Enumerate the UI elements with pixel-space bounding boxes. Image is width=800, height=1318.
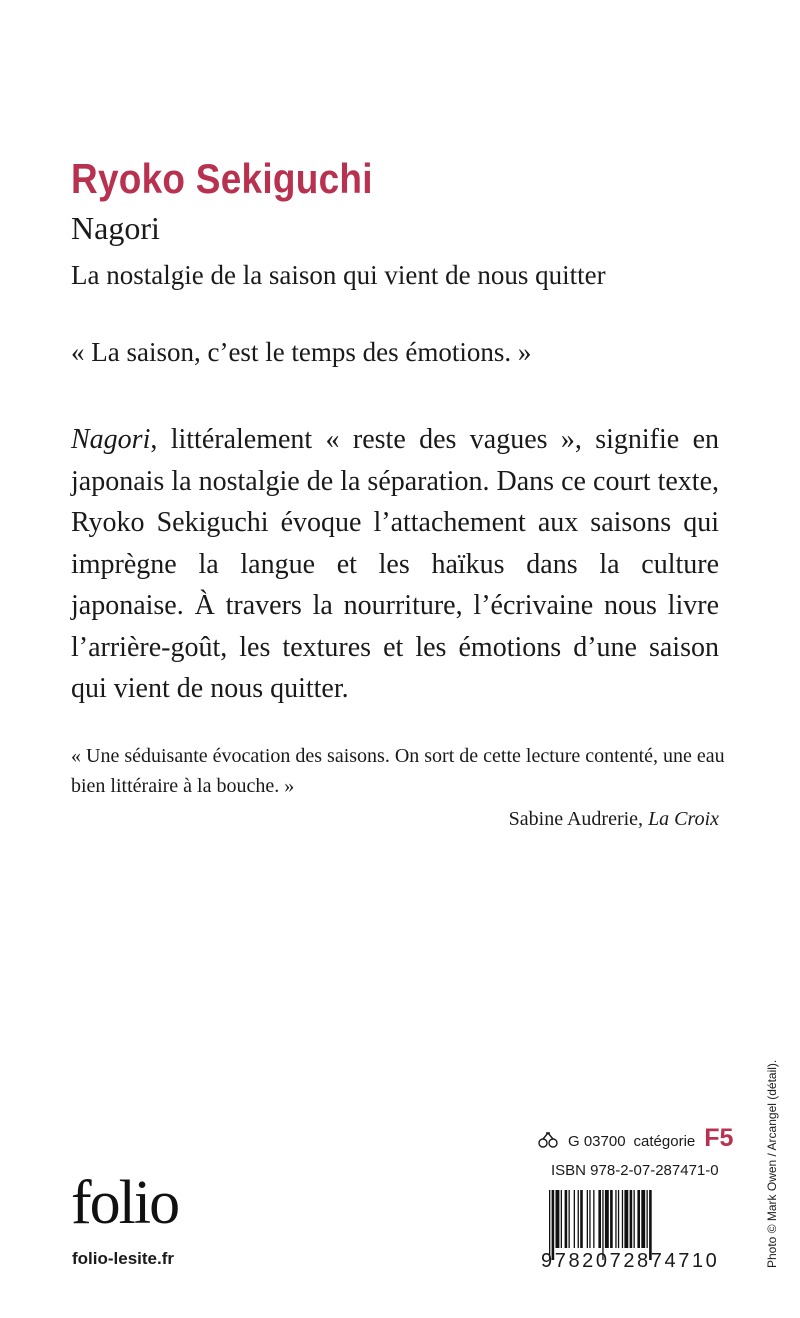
series-code: G 03700 [568, 1133, 626, 1151]
epigraph-quote: « La saison, c’est le temps des émotions. » [71, 337, 532, 367]
isbn-number: ISBN 978-2-07-287471-0 [551, 1162, 719, 1179]
review-attribution [509, 804, 719, 834]
category-label: catégorie [633, 1133, 696, 1151]
book-title: Nagori [71, 210, 160, 246]
blurb-lead-italic: Nagori [71, 424, 151, 455]
book-subtitle: La nostalgie de la saison qui vient de nous quitter [71, 260, 606, 290]
publisher-mark-icon [536, 1131, 560, 1149]
review-publication: La Croix [648, 808, 719, 830]
blurb-text: , littéralement « reste des vagues », signifie en japonais la nostalgie de la séparation. Dans ce court texte, Ryoko Sekiguchi évoque l’attachement aux saisons qui imprègne la langue et les haïkus dans la culture japonaise. À travers la nourriture, l’écrivaine nous livre l’arrière-goût, les textures et les émotions d’une saison qui vient de nous quitter. [71, 424, 719, 704]
folio-logo: folio [71, 1169, 179, 1237]
blurb-paragraph [71, 419, 719, 710]
author-name: Ryoko Sekiguchi [71, 155, 373, 202]
reviewer-name: Sabine Audrerie, [508, 808, 649, 830]
photo-credit: Photo © Mark Owen / Arcangel (détail). [765, 1059, 779, 1268]
review-quote: « Une séduisante évocation des saisons. On sort de cette lecture contenté, une eau bien littéraire à la bouche. » [71, 745, 725, 797]
website-url: folio-lesite.fr [72, 1249, 175, 1268]
catalog-code-row [536, 1124, 734, 1152]
barcode-digits: 9782072874710 [541, 1250, 720, 1272]
category-value: F5 [704, 1124, 734, 1152]
